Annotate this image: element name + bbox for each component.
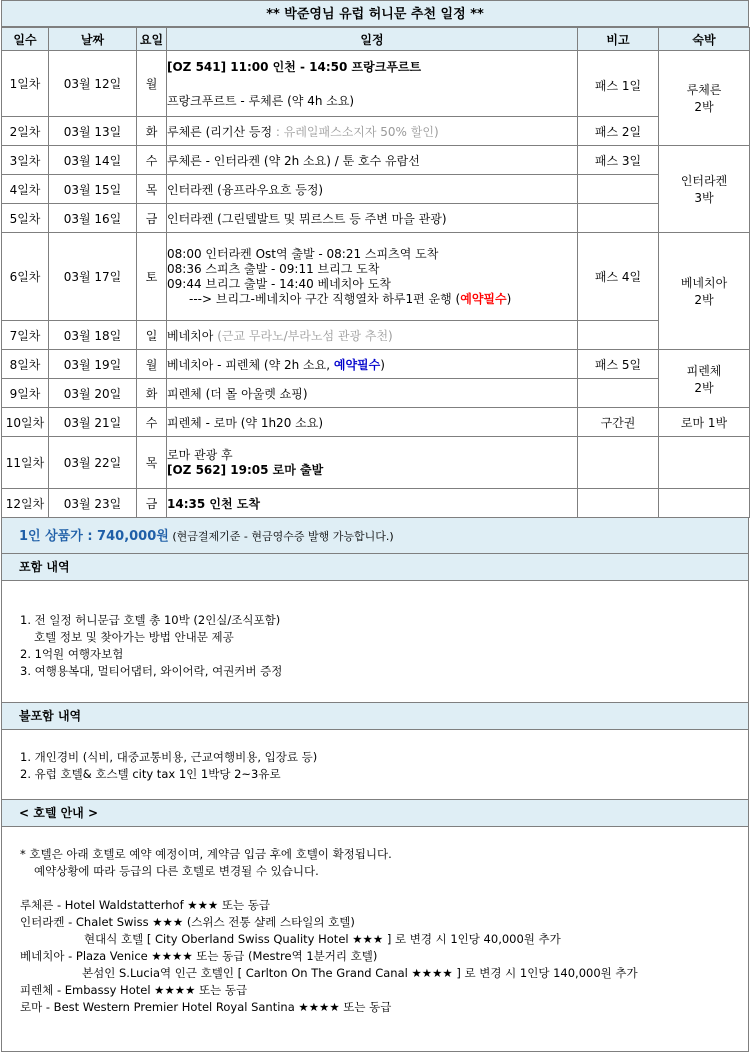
- hotel-upgrade: 현대식 호텔 [ City Oberland Swiss Quality Hotel ★★★ ] 로 변경 시 1인당 40,000원 추가: [84, 932, 561, 946]
- hotel-section-title: < 호텔 안내 >: [1, 800, 749, 827]
- weekday-cell: 목: [137, 437, 167, 489]
- lodging-nights: 2박: [694, 293, 714, 307]
- itinerary-cell: [167, 117, 578, 146]
- itinerary-cell: 루체른 - 인터라켄 (약 2h 소요) / 툰 호수 유람선: [167, 146, 578, 175]
- header-itinerary: 일정: [167, 28, 578, 51]
- lodging-city: 피렌체: [686, 363, 722, 378]
- remarks-cell: 패스 5일: [578, 350, 659, 379]
- itinerary-text: 베네치아: [167, 328, 218, 343]
- remarks-cell: 패스 3일: [578, 146, 659, 175]
- itinerary-line: [167, 292, 577, 307]
- included-section-body: [1, 581, 749, 703]
- lodging-cell: [659, 146, 750, 233]
- table-header-row: [2, 28, 750, 51]
- itinerary-cell: [167, 233, 578, 321]
- excluded-item: 1. 개인경비 (식비, 대중교통비용, 근교여행비용, 입장료 등): [20, 750, 318, 764]
- schedule-table: [1, 27, 750, 518]
- day-cell: 7일차: [2, 321, 49, 350]
- remarks-cell: [578, 175, 659, 204]
- hotel-notice: * 호텔은 아래 호텔로 예약 예정이며, 계약금 입금 후에 호텔이 확정됩니다.: [20, 847, 392, 861]
- itinerary-line: 로마 관광 후: [167, 447, 233, 462]
- hotel-item: 로마 - Best Western Premier Hotel Royal Santina ★★★★ 또는 동급: [20, 1000, 392, 1014]
- price-label: 1인 상품가 : 740,000원: [19, 529, 169, 544]
- weekday-cell: 수: [137, 146, 167, 175]
- remarks-cell: [578, 489, 659, 518]
- hotel-item: 인터라켄 - Chalet Swiss ★★★ (스위스 전통 샬레 스타일의 호텔): [20, 915, 355, 929]
- weekday-cell: 금: [137, 489, 167, 518]
- date-cell: 03월 21일: [49, 408, 137, 437]
- lodging-cell: [659, 437, 750, 489]
- itinerary-text: 루체른 (리기산 등정: [167, 124, 273, 139]
- hotel-item: 베네치아 - Plaza Venice ★★★★ 또는 동급 (Mestre역 1분거리 호텔): [20, 949, 378, 963]
- table-row: [2, 233, 750, 321]
- day-cell: 3일차: [2, 146, 49, 175]
- table-row: [2, 51, 750, 117]
- date-cell: 03월 15일: [49, 175, 137, 204]
- page-title: ** 박준영님 유럽 허니문 추천 일정 **: [1, 0, 749, 27]
- itinerary-cell: 인터라켄 (그린델발트 및 뮈르스트 등 주변 마을 관광): [167, 204, 578, 233]
- weekday-cell: 월: [137, 350, 167, 379]
- day-cell: 6일차: [2, 233, 49, 321]
- itinerary-cell: 피렌체 (더 몰 아울렛 쇼핑): [167, 379, 578, 408]
- date-cell: 03월 22일: [49, 437, 137, 489]
- remarks-cell: 패스 4일: [578, 233, 659, 321]
- price-note: (현금결제기준 - 현금영수증 발행 가능합니다.): [168, 530, 394, 543]
- included-section-title: 포함 내역: [1, 554, 749, 581]
- itinerary-note: (근교 무라노/부라노섬 관광 추천): [217, 328, 393, 343]
- itinerary-document: [1, 0, 749, 1052]
- excluded-section-body: [1, 730, 749, 800]
- table-row: [2, 379, 750, 408]
- table-row: [2, 408, 750, 437]
- weekday-cell: 월: [137, 51, 167, 117]
- weekday-cell: 화: [137, 379, 167, 408]
- itinerary-line: 08:36 스피츠 출발 - 09:11 브리그 도착: [167, 261, 380, 276]
- lodging-cell: [659, 408, 750, 437]
- remarks-cell: [578, 204, 659, 233]
- day-cell: 11일차: [2, 437, 49, 489]
- lodging-nights: 2박: [694, 100, 714, 114]
- itinerary-cell: 인터라켄 (융프라우요흐 등정): [167, 175, 578, 204]
- day-cell: 10일차: [2, 408, 49, 437]
- weekday-cell: 목: [137, 175, 167, 204]
- header-weekday: 요일: [137, 28, 167, 51]
- itinerary-cell: [167, 321, 578, 350]
- itinerary-line: 08:00 인터라켄 Ost역 출발 - 08:21 스피츠역 도착: [167, 246, 439, 261]
- date-cell: 03월 14일: [49, 146, 137, 175]
- lodging-cell: [659, 489, 750, 518]
- lodging-city: 베네치아: [680, 276, 728, 290]
- remarks-cell: [578, 321, 659, 350]
- itinerary-cell: 14:35 인천 도착: [167, 489, 578, 518]
- lodging-cell: [659, 233, 750, 350]
- day-cell: 12일차: [2, 489, 49, 518]
- itinerary-cell: [167, 437, 578, 489]
- table-row: [2, 350, 750, 379]
- remarks-cell: 구간권: [578, 408, 659, 437]
- table-row: [2, 117, 750, 146]
- remarks-cell: [578, 437, 659, 489]
- lodging-nights: 3박: [694, 191, 714, 205]
- itinerary-cell: [167, 51, 578, 117]
- day-cell: 4일차: [2, 175, 49, 204]
- remarks-cell: [578, 379, 659, 408]
- lodging-cell: [659, 350, 750, 408]
- itinerary-line: [OZ 541] 11:00 인천 - 14:50 프랑크푸르트: [167, 60, 422, 74]
- included-item: 1. 전 일정 허니문급 호텔 총 10박 (2인실/조식포함): [20, 613, 281, 627]
- date-cell: 03월 23일: [49, 489, 137, 518]
- weekday-cell: 토: [137, 233, 167, 321]
- hotel-section-body: [1, 827, 749, 1052]
- table-row: [2, 146, 750, 175]
- date-cell: 03월 17일: [49, 233, 137, 321]
- itinerary-text: ): [506, 291, 512, 306]
- date-cell: 03월 12일: [49, 51, 137, 117]
- remarks-cell: 패스 2일: [578, 117, 659, 146]
- itinerary-line: [OZ 562] 19:05 로마 출발: [167, 462, 324, 477]
- remarks-cell: 패스 1일: [578, 51, 659, 117]
- table-row: [2, 204, 750, 233]
- table-row: [2, 175, 750, 204]
- day-cell: 2일차: [2, 117, 49, 146]
- header-day: 일수: [2, 28, 49, 51]
- table-row: [2, 321, 750, 350]
- reservation-required: 예약필수: [333, 357, 381, 372]
- excluded-section-title: 불포함 내역: [1, 703, 749, 730]
- weekday-cell: 금: [137, 204, 167, 233]
- itinerary-line: 09:44 브리그 출발 - 14:40 베네치아 도착: [167, 276, 391, 291]
- table-row: [2, 489, 750, 518]
- header-lodging: 숙박: [659, 28, 750, 51]
- included-item: 2. 1억원 여행자보험: [20, 647, 124, 661]
- itinerary-text: ): [380, 357, 385, 372]
- date-cell: 03월 13일: [49, 117, 137, 146]
- header-date: 날짜: [49, 28, 137, 51]
- day-cell: 9일차: [2, 379, 49, 408]
- date-cell: 03월 19일: [49, 350, 137, 379]
- date-cell: 03월 18일: [49, 321, 137, 350]
- hotel-upgrade: 본섬인 S.Lucia역 인근 호텔인 [ Carlton On The Grand Canal ★★★★ ] 로 변경 시 1인당 140,000원 추가: [82, 966, 638, 980]
- weekday-cell: 일: [137, 321, 167, 350]
- date-cell: 03월 16일: [49, 204, 137, 233]
- included-item: 호텔 정보 및 찾아가는 방법 안내문 제공: [34, 630, 234, 644]
- included-item: 3. 여행용복대, 멀티어댑터, 와이어락, 여권커버 증정: [20, 664, 283, 678]
- table-row: [2, 437, 750, 489]
- lodging-cell: [659, 51, 750, 146]
- itinerary-line: 프랑크푸르트 - 루체른 (약 4h 소요): [167, 94, 355, 108]
- itinerary-text: ---> 브리그-베네치아 구간 직행열차 하루1편 운행 (: [189, 291, 461, 306]
- itinerary-cell: 피렌체 - 로마 (약 1h20 소요): [167, 408, 578, 437]
- itinerary-text: 베네치아 - 피렌체 (약 2h 소요,: [167, 357, 334, 372]
- hotel-item: 피렌체 - Embassy Hotel ★★★★ 또는 동급: [20, 983, 248, 997]
- weekday-cell: 수: [137, 408, 167, 437]
- lodging-city: 루체른: [686, 83, 722, 97]
- day-cell: 8일차: [2, 350, 49, 379]
- price-bar: [1, 518, 749, 554]
- itinerary-note: : 유레일패스소지자 50% 할인): [272, 124, 439, 139]
- lodging-nights: 2박: [694, 380, 714, 395]
- itinerary-cell: [167, 350, 578, 379]
- hotel-notice: 예약상황에 따라 등급의 다른 호텔로 변경될 수 있습니다.: [34, 864, 319, 878]
- day-cell: 5일차: [2, 204, 49, 233]
- hotel-item: 루체른 - Hotel Waldstatterhof ★★★ 또는 동급: [20, 898, 270, 912]
- day-cell: 1일차: [2, 51, 49, 117]
- header-remarks: 비고: [578, 28, 659, 51]
- excluded-item: 2. 유럽 호텔& 호스텔 city tax 1인 1박당 2~3유로: [20, 767, 281, 781]
- reservation-required: 예약필수: [460, 291, 507, 306]
- lodging-city: 로마 1박: [680, 415, 728, 430]
- weekday-cell: 화: [137, 117, 167, 146]
- date-cell: 03월 20일: [49, 379, 137, 408]
- lodging-city: 인터라켄: [680, 174, 728, 188]
